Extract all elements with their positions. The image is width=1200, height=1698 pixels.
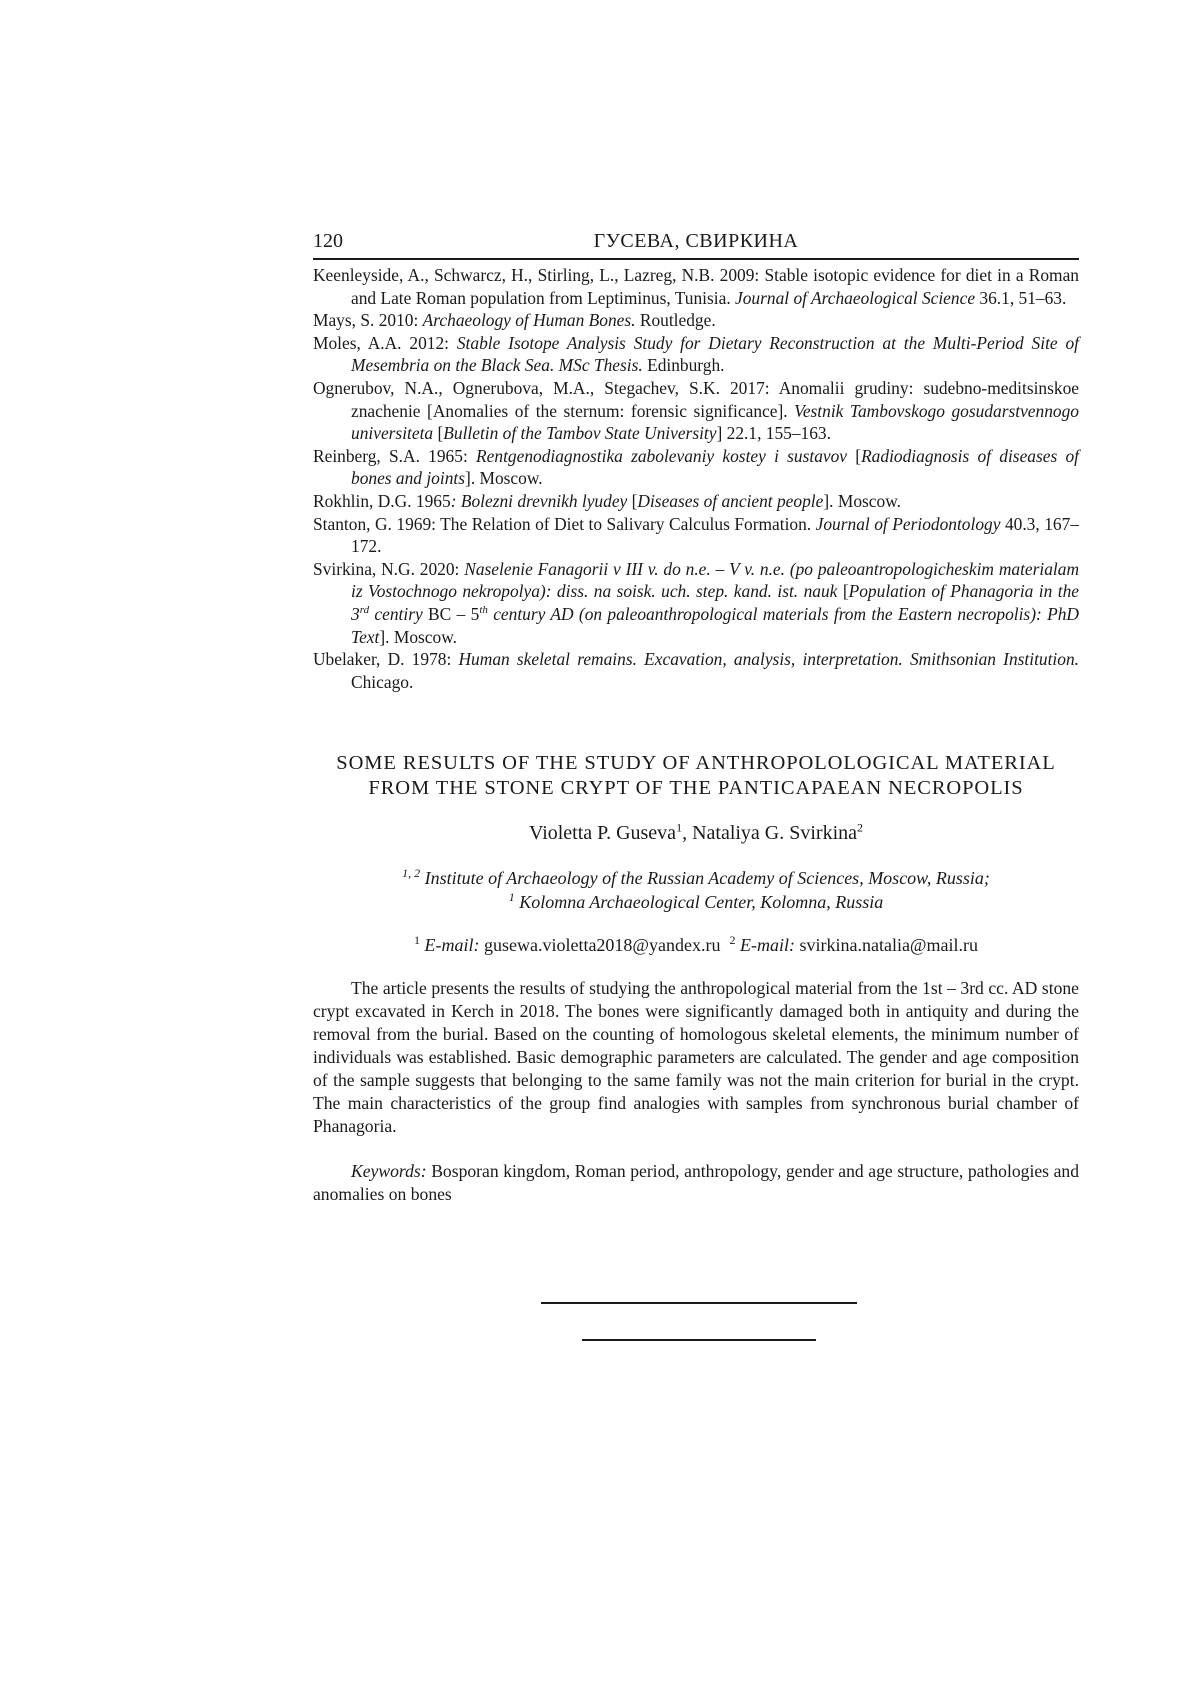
article-title bbox=[313, 751, 1079, 801]
page-content bbox=[313, 228, 1079, 1224]
reference-item: Moles, A.A. 2012: Stable Isotope Analysis Study for Dietary Reconstruction at the Multi-Period Site of Mesembria on the Black Sea. MSc Thesis. Edinburgh. bbox=[313, 332, 1079, 376]
running-title: ГУСЕВА, СВИРКИНА bbox=[593, 230, 799, 252]
page-number: 120 bbox=[313, 230, 343, 252]
reference-list bbox=[313, 264, 1079, 693]
reference-item: Svirkina, N.G. 2020: Naselenie Fanagorii v III v. do n.e. – V v. n.e. (po paleoantropologicheskim materialam iz Vostochnogo nekropolya): diss. na soisk. uch. step. kand. ist. nauk [Population of Phanagoria in the 3rd centiry BC – 5th century AD (on paleoanthropological materials from the Eastern necropolis): PhD Text]. Moscow. bbox=[313, 558, 1080, 647]
keywords-label: Keywords: bbox=[351, 1161, 427, 1182]
email-line: $^1$ E-mail: gusewa.violetta2018@yandex.ru $^2$ E-mail: svirkina.natalia@mail.ru bbox=[413, 933, 978, 956]
author-list: Violetta P. Guseva$^1$, Nataliya G. Svirkina$^2$ bbox=[528, 820, 864, 845]
affiliations bbox=[313, 866, 1079, 914]
affiliation-line: $^1$ Kolomna Archaeological Center, Kolomna, Russia bbox=[508, 890, 884, 913]
article-title-line: SOME RESULTS OF THE STUDY OF ANTHROPOLOLOGICAL MATERIAL bbox=[336, 752, 1056, 775]
running-head bbox=[313, 228, 1079, 260]
closing-rule bbox=[582, 1339, 816, 1341]
author-name: Nataliya G. Svirkina bbox=[692, 822, 858, 845]
keywords: Keywords: Bosporan kingdom, Roman period, anthropology, gender and age structure, pathologies and anomalies on bones bbox=[313, 1161, 1079, 1205]
reference-item: Ognerubov, N.A., Ognerubova, M.A., Stegachev, S.K. 2017: Anomalii grudiny: sudebno-meditsinskoe znachenie [Anomalies of the sternum: forensic significance]. Vestnik Tambovskogo gosudarstvennogo universiteta [Bulletin of the Tambov State University] 22.1, 155–163. bbox=[313, 377, 1080, 444]
closing-rule bbox=[541, 1302, 857, 1304]
abstract: The article presents the results of studying the anthropological material from the 1st – 3rd cc. AD stone crypt excavated in Kerch in 2018. The bones were significantly damaged both in antiquity and during the removal from the burial. Based on the counting of homologous skeletal elements, the minimum number of individuals was established. Basic demographic parameters are calculated. The gender and age composition of the sample suggests that belonging to the same family was not the main criterion for burial in the crypt. The main characteristics of the group find analogies with samples from synchronous burial chamber of Phanagoria. bbox=[313, 978, 1079, 1137]
email-address: svirkina.natalia@mail.ru bbox=[794, 935, 978, 956]
email-address: gusewa.violetta2018@yandex.ru bbox=[479, 935, 721, 956]
reference-item: Rokhlin, D.G. 1965: Bolezni drevnikh lyudey [Diseases of ancient people]. Moscow. bbox=[313, 490, 901, 511]
author-name: Violetta P. Guseva bbox=[528, 822, 677, 845]
affiliation-line: $^{1, 2}$ Institute of Archaeology of the Russian Academy of Sciences, Moscow, Russia; bbox=[402, 866, 990, 889]
reference-item: Mays, S. 2010: Archaeology of Human Bones. Routledge. bbox=[313, 310, 716, 331]
reference-item: Reinberg, S.A. 1965: Rentgenodiagnostika zabolevaniy kostey i sustavov [Radiodiagnosis of diseases of bones and joints]. Moscow. bbox=[313, 445, 1079, 489]
reference-item: Stanton, G. 1969: The Relation of Diet to Salivary Calculus Formation. Journal of Periodontology 40.3, 167–172. bbox=[313, 513, 1079, 557]
reference-item: Ubelaker, D. 1978: Human skeletal remains. Excavation, analysis, interpretation. Smithsonian Institution. Chicago. bbox=[313, 649, 1080, 692]
article-title-line: FROM THE STONE CRYPT OF THE PANTICAPAEAN NECROPOLIS bbox=[368, 777, 1024, 800]
reference-item: Keenleyside, A., Schwarcz, H., Stirling, L., Lazreg, N.B. 2009: Stable isotopic evidence for diet in a Roman and Late Roman population from Leptiminus, Tunisia. Journal of Archaeological Science 36.1, 51–63. bbox=[313, 265, 1079, 308]
